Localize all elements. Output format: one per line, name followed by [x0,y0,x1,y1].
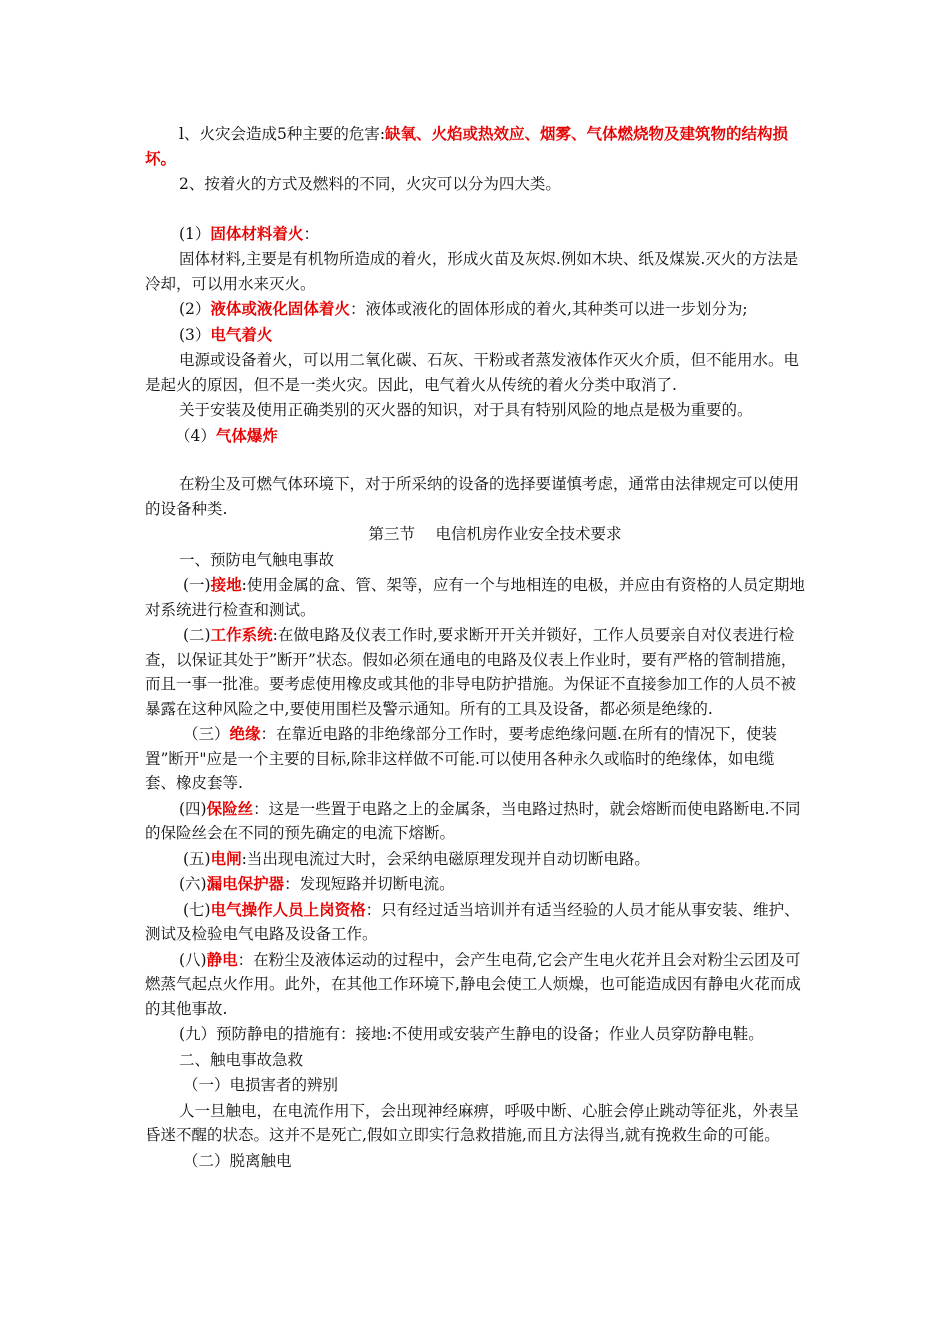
item-leakage-protector [145,872,805,897]
item-qualification [145,898,805,947]
highlight-text: 工作系统 [210,625,273,644]
highlight-text: 缺氧、火焰或热效应、烟雾、气体燃烧物及建筑物的结构损坏。 [145,124,789,168]
text: (3） [179,325,211,344]
highlight-text: 静电 [206,949,238,969]
section-title: 第三节 电信机房作业安全技术要求 [368,525,622,543]
text: :在做电路及仪表工作时,要求断开开关并锁好，工作人员要亲自对仪表进行检查，以保证其处于”断开”状态。假如必须在通电的电路及仪表上作业时，要有严格的管制措施，而且一事一批准。要考虑使用橡皮或其他的非导电防护措施。为保证不直接参加工作的人员不被暴露在这种风险之中,要使用围栏及警示通知。所有的工具及设备，都必须是绝缘的. [145,626,797,718]
text: ： [303,224,319,243]
text: (七) [183,900,211,919]
para-fire-hazards [145,122,805,171]
item-static [145,948,805,1022]
subsection-prevent-shock: 一、预防电气触电事故 [179,550,335,569]
text: (五) [183,849,211,868]
subsection-first-aid: 二、触电事故急救 [179,1050,304,1069]
heading-electric-fire [145,323,805,348]
highlight-text: 保险丝 [206,798,254,818]
text: ：液体或液化的固体形成的着火,其种类可以进一步划分为; [349,300,748,318]
text: :当出现电流过大时，会采纳电磁原理发现并自动切断电路。 [241,849,650,868]
text: (一) [183,576,211,594]
highlight-text: 液体或液化固体着火 [210,299,350,318]
para-liquid-fire [145,297,805,322]
highlight-text: 气体爆炸 [215,425,278,445]
para-dust-gas: 在粉尘及可燃气体环境下，对于所采纳的设备的选择要谨慎考虑，通常由法律规定可以使用的设备种类. [145,475,800,518]
item-switch [145,847,805,872]
para-extinguisher: 关于安装及使用正确类别的灭火器的知识，对于具有特别风险的地点是极为重要的。 [179,401,753,419]
para-victim-symptoms: 人一旦触电，在电流作用下，会出现神经麻痹，呼吸中断、心脏会停止跳动等征兆，外表呈昏迷不醒的状态。这并不是死亡,假如立即实行急救措施,而且方法得当,就有挽救生命的可能。 [145,1101,800,1144]
highlight-text: 绝缘 [229,724,261,743]
item-grounding [145,573,805,622]
para-solid-fire: 固体材料,主要是有机物所造成的着火，形成火苗及灰烬.例如木块、纸及煤炭.灭火的方法是冷却，可以用水来灭火。 [145,250,799,293]
text: ：在靠近电路的非绝缘部分工作时，要考虑绝缘问题.在所有的情况下，使装置”断开"应是一个主要的目标,除非这样做不可能.可以使用各种永久或临时的绝缘体，如电缆套、橡皮套等. [145,725,777,792]
text: (2） [179,300,211,318]
highlight-text: 漏电保护器 [206,874,285,893]
highlight-text: 固体材料着火 [210,223,304,243]
text: ：发现短路并切断电流。 [284,875,455,893]
item-static-prevention: (九）预防静电的措施有：接地:不使用或安装产生静电的设备；作业人员穿防静电鞋。 [179,1025,764,1043]
text: ：只有经过适当培训并有适当经验的人员才能从事安装、维护、测试及检验电气电路及设备工作。 [145,900,800,943]
text: ：这是一些置于电路之上的金属条，当电路过热时，就会熔断而使电路断电.不同的保险丝会在不同的预先确定的电流下熔断。 [145,799,801,842]
text: ：在粉尘及液体运动的过程中，会产生电荷,它会产生电火花并且会对粉尘云团及可燃蒸气起点火作用。此外，在其他工作环境下,静电会使工人烦燥，也可能造成因有静电火花而成的其他事故. [145,950,801,1018]
para-fire-categories: 2、按着火的方式及燃料的不同，火灾可以分为四大类。 [179,175,561,193]
text: (1） [179,224,211,243]
item-insulation [145,722,805,796]
highlight-text: 接地 [210,575,242,594]
text: （4） [175,426,216,445]
item-fuse [145,797,805,846]
item-identify-victim: （一）电损害者的辨别 [183,1076,339,1094]
document-page [145,122,805,1174]
text: l、火灾会造成5种主要的危害: [179,125,386,143]
item-work-system [145,623,805,721]
text: (六) [179,875,207,893]
text: (八) [179,950,207,969]
text: （三） [183,725,230,743]
highlight-text: 电气操作人员上岗资格 [210,899,366,919]
para-electric-fire: 电源或设备着火，可以用二氧化碳、石灰、干粉或者蒸发液体作灭火介质，但不能用水。电是起火的原因，但不是一类火灾。因此，电气着火从传统的着火分类中取消了. [145,351,800,394]
heading-solid-fire [145,222,805,247]
text: (四) [179,799,207,818]
highlight-text: 电气着火 [210,324,273,344]
highlight-text: 电闸 [210,848,242,868]
text: :使用金属的盒、管、架等，应有一个与地相连的电极，并应由有资格的人员定期地对系统进行检查和测试。 [145,576,805,619]
item-escape-shock: （二）脱离触电 [183,1151,292,1170]
heading-gas-explosion [145,424,805,449]
text: (二) [183,626,211,644]
